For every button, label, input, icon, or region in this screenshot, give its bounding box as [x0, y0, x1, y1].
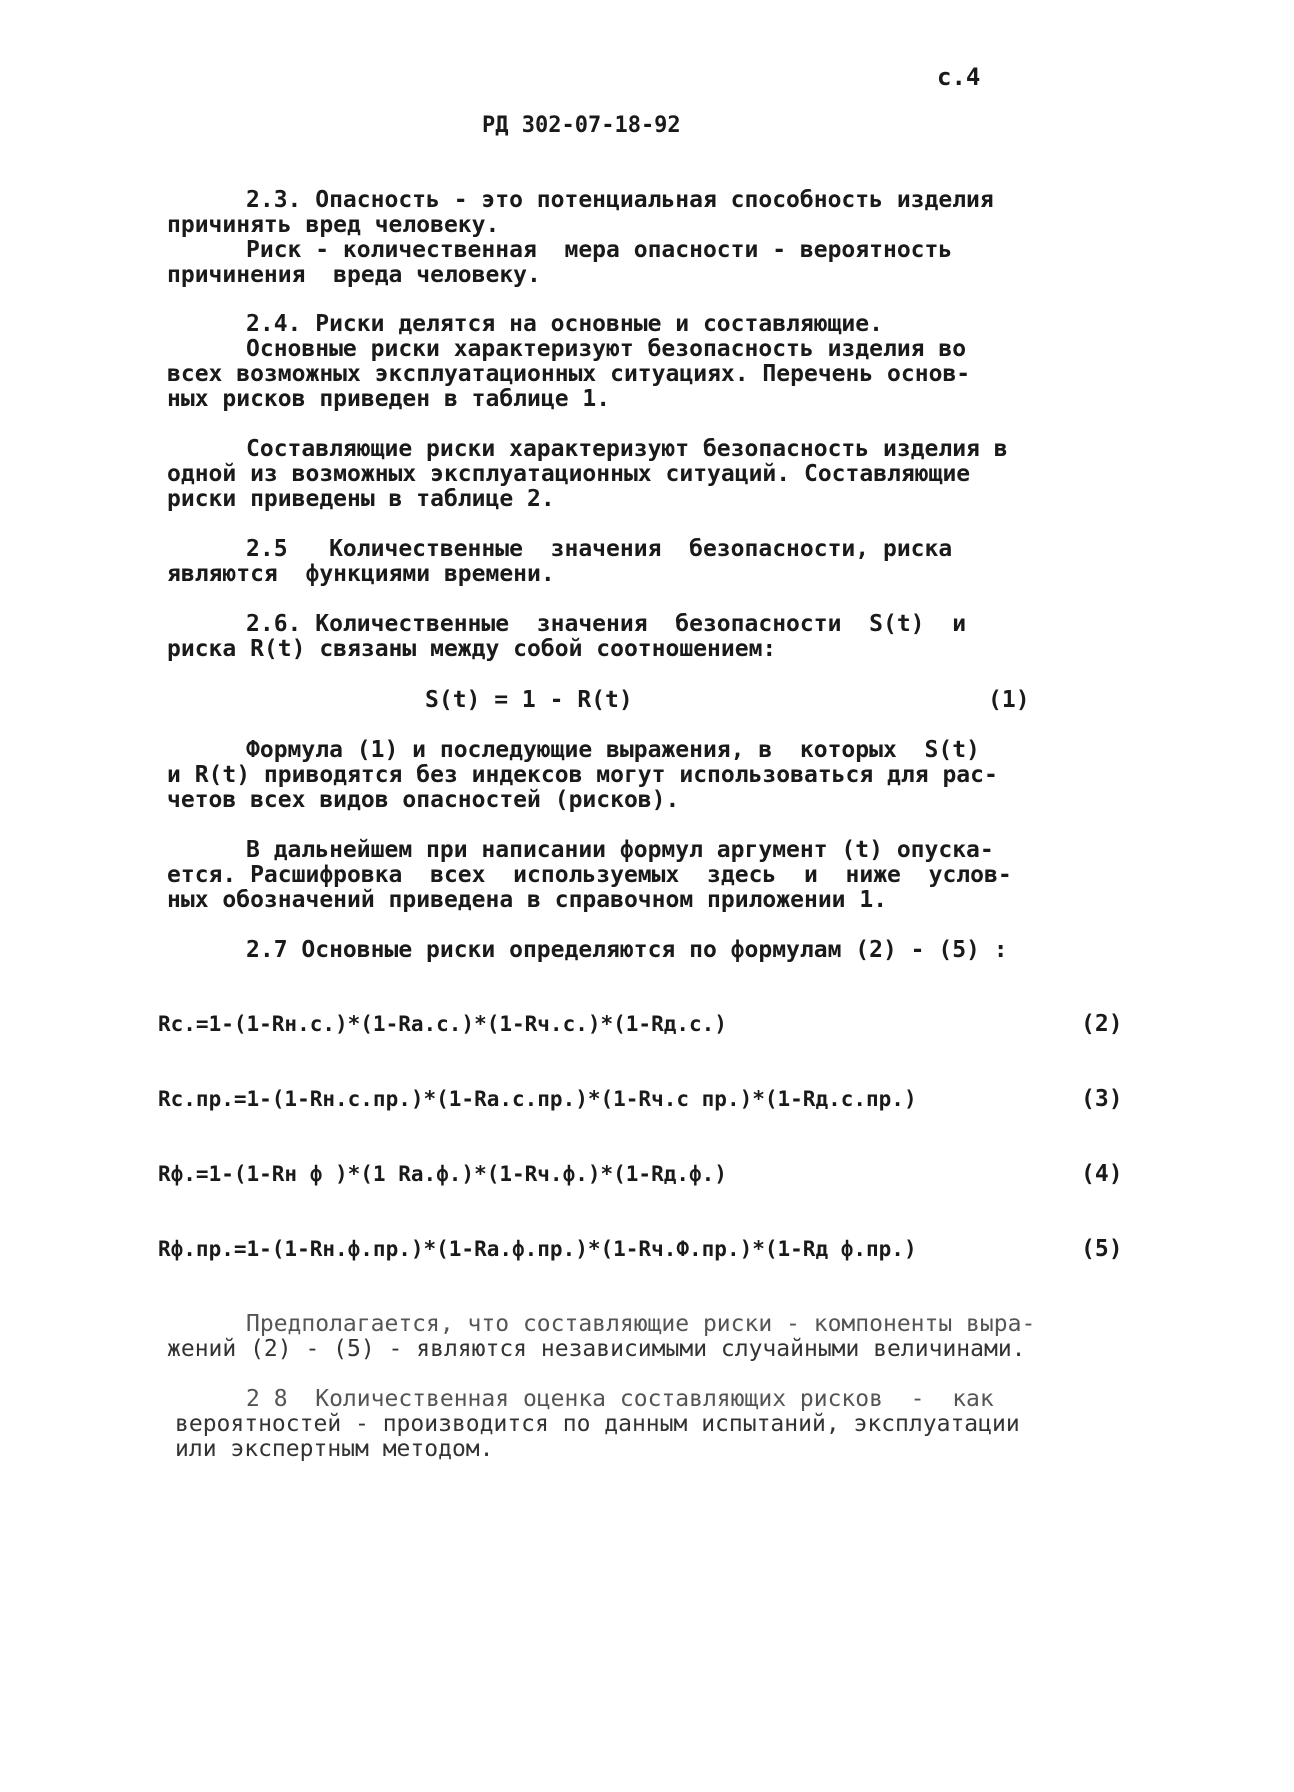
text-line: Риск - количественная мера опасности - вероятность [246, 237, 953, 263]
text-line: В дальнейшем при написании формул аргумент (t) опуска- [246, 837, 994, 863]
text-line: 2.3. Опасность - это потенциальная способность изделия [246, 187, 994, 213]
equation-formula: Rc.пр.=1-(1-Rн.c.пр.)*(1-Ra.c.пр.)*(1-Rч.c пр.)*(1-Rд.c.пр.) [158, 1087, 917, 1111]
text-line: ется. Расшифровка всех используемых здесь и ниже услов- [167, 862, 1012, 888]
text-line: и R(t) приводятся без индексов могут использоваться для рас- [167, 762, 998, 788]
text-line: Основные риски характеризуют безопасность изделия во [246, 336, 967, 362]
text-line: риска R(t) связаны между собой соотношением: [167, 636, 777, 662]
page-number: с.4 [937, 63, 981, 91]
text-line: 2.5 Количественные значения безопасности, риска [246, 536, 953, 562]
text-line: жений (2) - (5) - являются независимыми случайными величинами. [167, 1336, 1026, 1362]
equation-formula: Rc.=1-(1-Rн.c.)*(1-Ra.c.)*(1-Rч.c.)*(1-Rд.c.) [158, 1012, 727, 1036]
paragraph-2-7: 2.7 Основные риски определяются по формулам (2) - (5) : [246, 937, 1008, 963]
equation-number: (3) [1081, 1086, 1123, 1112]
equation-number: (5) [1081, 1236, 1123, 1262]
document-code: РД 302-07-18-92 [482, 113, 681, 138]
text-line: Составляющие риски характеризуют безопасность изделия в [246, 436, 1008, 462]
text-line: являются функциями времени. [167, 561, 555, 587]
text-line: четов всех видов опасностей (рисков). [167, 787, 680, 813]
equation-formula: S(t) = 1 - R(t) [425, 687, 633, 713]
equation-number: (4) [1081, 1161, 1123, 1187]
text-line: 2.6. Количественные значения безопасности S(t) и [246, 611, 967, 637]
text-line: ных обозначений приведена в справочном приложении 1. [167, 887, 888, 913]
equation-formula: Rф.=1-(1-Rн ф )*(1 Ra.ф.)*(1-Rч.ф.)*(1-Rд.ф.) [158, 1162, 727, 1186]
text-line: причинять вред человеку. [167, 212, 500, 238]
text-line: ных рисков приведен в таблице 1. [167, 386, 611, 412]
text-line: всех возможных эксплуатационных ситуациях. Перечень основ- [167, 361, 971, 387]
equation-formula: Rф.пр.=1-(1-Rн.ф.пр.)*(1-Ra.ф.пр.)*(1-Rч.Ф.пр.)*(1-Rд ф.пр.) [158, 1237, 917, 1261]
text-line: Формула (1) и последующие выражения, в которых S(t) [246, 737, 980, 763]
equation-number: (2) [1081, 1011, 1123, 1037]
text-line: Предполагается, что составляющие риски - компоненты выра- [246, 1311, 1036, 1337]
text-line: или экспертным методом. [175, 1436, 494, 1462]
text-line: вероятностей - производится по данным испытаний, эксплуатации [175, 1411, 1020, 1437]
text-line: одной из возможных эксплуатационных ситуаций. Составляющие [167, 461, 971, 487]
equation-number: (1) [988, 687, 1030, 713]
text-line: 2.4. Риски делятся на основные и составляющие. [246, 311, 883, 337]
text-line: причинения вреда человеку. [167, 262, 541, 288]
text-line: риски приведены в таблице 2. [167, 486, 555, 512]
text-line: 2 8 Количественная оценка составляющих рисков - как [246, 1386, 994, 1412]
